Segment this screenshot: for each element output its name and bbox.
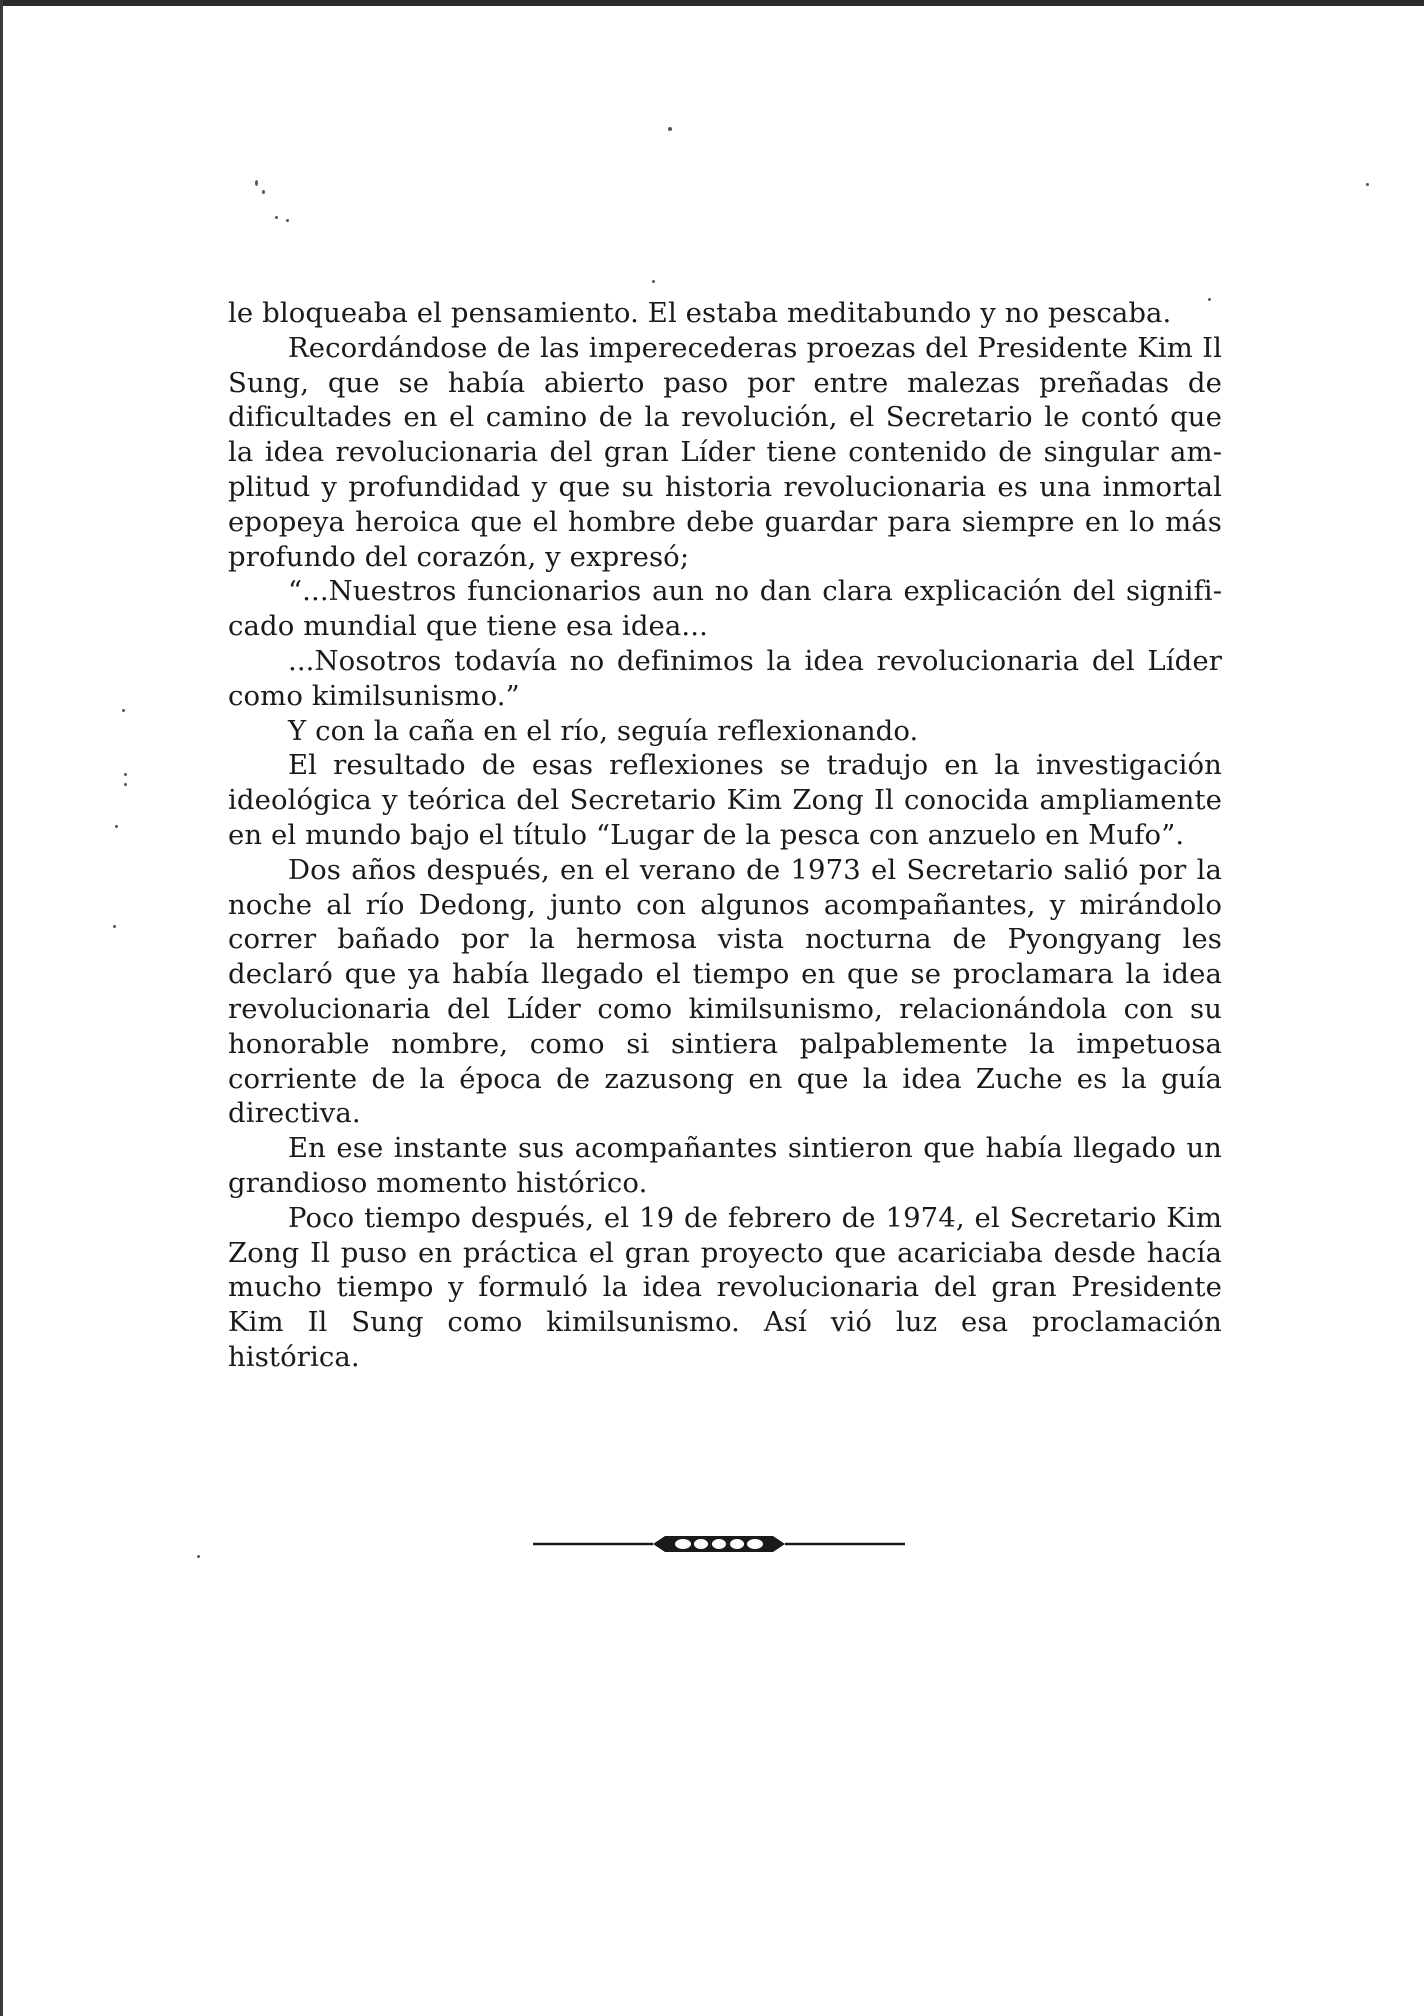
- scan-speck: [652, 280, 655, 283]
- scan-speck: [124, 783, 127, 786]
- page-left-edge: [0, 0, 3, 2016]
- paragraph: Recordándose de las imperecederas proezas del Presidente Kim Il Sung, que se había abierto paso por entre malezas preñadas de dificultades en el camino de la revolución, el Secretario le contó que la idea revolucionaria del gran Líder tiene contenido de singular amplitud y profundidad y que su historia revolucionaria es una inmortal epopeya heroica que el hombre debe guardar para siempre en lo más profundo del corazón, y expresó;: [228, 331, 1222, 573]
- scan-speck: [115, 825, 118, 828]
- scan-speck: [122, 709, 125, 712]
- body-text: [228, 296, 1222, 1375]
- paragraph: le bloqueaba el pensamiento. El estaba meditabundo y no pescaba.: [228, 297, 1172, 329]
- decorative-flourish-icon: [533, 1533, 905, 1555]
- scan-speck: [113, 925, 116, 928]
- paragraph: El resultado de esas reflexiones se tradujo en la investigación ideológica y teórica del Secretario Kim Zong Il conocida ampliamente en el mundo bajo el título “Lugar de la pesca con anzuelo en Mufo”.: [228, 749, 1222, 851]
- scan-speck: [275, 216, 278, 219]
- page-top-edge: [0, 0, 1424, 6]
- paragraph: Poco tiempo después, el 19 de febrero de 1974, el Secretario Kim Zong Il puso en práctica el gran proyecto que acariciaba desde hacía mucho tiempo y formuló la idea revolucionaria del gran Presidente Kim Il Sung como kimilsunismo. Así vió luz esa proclamación histórica.: [228, 1201, 1222, 1373]
- paragraph: En ese instante sus acompañantes sintieron que había llegado un grandioso momento histórico.: [228, 1132, 1222, 1199]
- scan-speck: [668, 127, 672, 131]
- scan-speck: [1366, 183, 1369, 186]
- scan-speck: [262, 190, 265, 194]
- paragraph: ...Nosotros todavía no definimos la idea revolucionaria del Líder como kimilsunismo.”: [228, 644, 1222, 712]
- scan-speck: [286, 219, 289, 222]
- scan-speck: [124, 773, 127, 776]
- scan-speck: [197, 1555, 200, 1558]
- paragraph: “...Nuestros funcionarios aun no dan clara explicación del significado mundial que tiene esa idea...: [228, 575, 1222, 643]
- paragraph: Y con la caña en el río, seguía reflexionando.: [288, 714, 919, 747]
- scan-speck: [255, 180, 258, 186]
- paragraph: Dos años después, en el verano de 1973 el Secretario salió por la noche al río Dedong, junto con algunos acompañantes, y mirándolo correr bañado por la hermosa vista nocturna de Pyongyang les declaró que ya había llegado el tiempo en que se proclamara la idea revolucionaria del Líder como kimilsunismo, relacionándola con su honorable nombre, como si sintiera palpablemente la impetuosa corriente de la época de zazusong en que la idea Zuche es la guía directiva.: [228, 853, 1222, 1130]
